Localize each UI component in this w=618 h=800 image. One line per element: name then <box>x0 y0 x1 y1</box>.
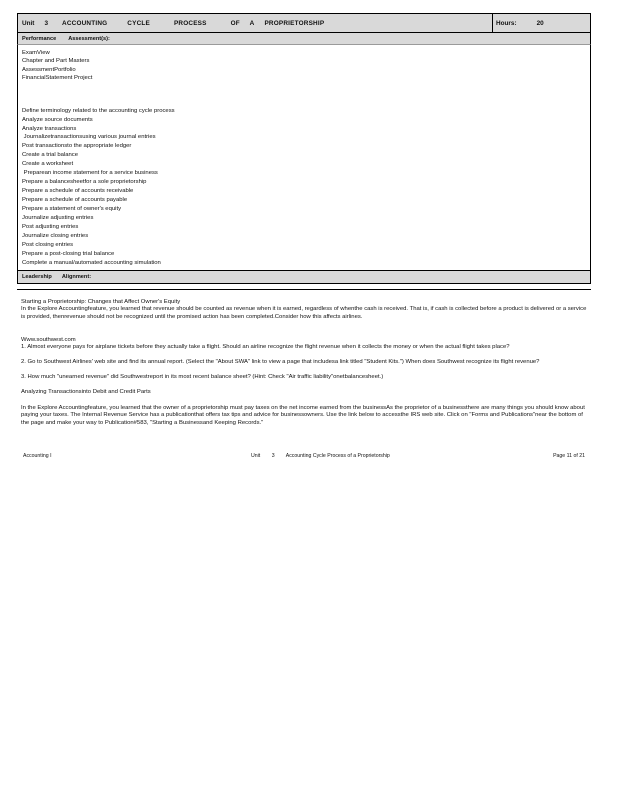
footer-page-number: Page 11 of 21 <box>553 453 585 459</box>
unit-title <box>62 20 342 27</box>
unit-title-word: PROPRIETORSHIP <box>264 19 325 27</box>
assessment-item: Chapter and Part Masters <box>22 58 90 65</box>
objective-item: Analyze source documents <box>22 116 93 123</box>
document-page <box>17 13 591 427</box>
unit-title-word: OF <box>230 19 240 27</box>
footer-course: Accounting I <box>23 453 52 459</box>
assessment-item: AssessmentPortfolio <box>22 66 76 73</box>
unit-title-word: PROCESS <box>173 19 207 27</box>
assessment-item: FinancialStatement Project <box>22 75 93 82</box>
leadership-content <box>17 289 591 428</box>
leadership-label: Leadership <box>22 273 52 280</box>
performance-label-row <box>17 33 591 45</box>
performance-label: Performance <box>22 35 57 42</box>
objective-item: Prepare a statement of owner's equity <box>22 206 122 213</box>
unit-title-cell <box>18 14 492 32</box>
assessments-label: Assessment(s): <box>68 35 110 42</box>
objective-item: Prepare a schedule of accounts receivable <box>22 188 134 195</box>
objective-item: Prepare a post-closing trial balance <box>22 250 115 257</box>
objective-item: Journalize closing entries <box>22 232 89 239</box>
footer-unit-label: Unit <box>251 453 261 459</box>
footer-unit-number: 3 <box>271 453 275 459</box>
objectives-list <box>22 107 586 268</box>
alignment-label: Alignment: <box>61 273 92 280</box>
footer-unit-title: Accounting Cycle Process of a Proprietorship <box>285 453 390 459</box>
question-item: 2. Go to Southwest Airlines' web site and find its annual report. (Select the "About SWA" link to view a page that includesa link titled "Student Kits.") When does Southwest recognize its flight revenue? <box>21 359 540 366</box>
objective-item: Create a trial balance <box>22 152 78 159</box>
unit-title-word: ACCOUNTING <box>62 19 108 27</box>
objective-item: Prepare a balancesheetfor a sole proprietorship <box>22 179 147 186</box>
section-title: Analyzing Transactionsinto Debit and Credit Parts <box>21 389 151 396</box>
unit-number: 3 <box>44 19 48 27</box>
section-title: Starting a Proprietorship: Changes that Affect Owner's Equity <box>21 298 181 305</box>
performance-section <box>17 45 591 270</box>
section-body: In the Explore Accountingfeature, you learned that the owner of a proprietorship must pay taxes on the net income earned from the businessAs the proprietor of a businessthere are many things you should know about paying your taxes. The Internal Revenue Service has a publicationthat offers tax tips and advice for businessowners. Use the link below to accessthe IRS web site. Click on "Forms and Publications"near the bottom of the page and make your way to Publication#583, "Starting a Businessand Keeping Records." <box>21 404 585 426</box>
objective-item: Preparean income statement for a service business <box>22 170 158 177</box>
objective-item: Create a worksheet <box>22 161 74 168</box>
objective-item: Define terminology related to the accounting cycle process <box>22 107 175 114</box>
section-body: In the Explore Accountingfeature, you learned that revenue should be counted as revenue when it is earned, regardless of whenthe cash is received. That is, if cash is collected before a product is delivered or a service is provided, thenrevenue should not be recognized until the promised action has been completed.Consider how this affects airlines. <box>21 306 587 320</box>
objective-item: Post transactionsto the appropriate ledger <box>22 143 132 150</box>
objective-item: Prepare a schedule of accounts payable <box>22 197 128 204</box>
assessment-item: ExamView <box>22 50 50 56</box>
unit-title-word: CYCLE <box>127 19 150 27</box>
unit-label: Unit <box>22 19 35 27</box>
footer-unit <box>251 453 465 459</box>
question-item: 3. How much "unearned revenue" did Southwestreport in its most recent balance sheet? (Hint: Check "Air traffic liability"onetbalancesheet.) <box>21 374 384 381</box>
hours-cell <box>492 14 590 32</box>
unit-header <box>17 13 591 33</box>
objective-item: Journalize adjusting entries <box>22 215 94 222</box>
unit-title-word: A <box>249 19 255 27</box>
hours-value: 20 <box>536 19 544 27</box>
objective-item: Post adjusting entries <box>22 224 79 231</box>
page-footer <box>17 453 585 459</box>
hours-label: Hours: <box>496 19 517 27</box>
leadership-label-row <box>17 270 591 284</box>
objective-item: Analyze transactions <box>22 125 77 132</box>
question-item: 1. Almost everyone pays for airplane tickets before they actually take a flight. Should an airline recognize the flight revenue when it collects the money or when the actual flight takes place? <box>21 344 510 351</box>
website-link[interactable]: Www.southwest.com <box>21 336 76 343</box>
objective-item: Post closing entries <box>22 241 74 248</box>
objective-item: Journalizetransactionsusing various journal entries <box>22 134 156 141</box>
objective-item: Complete a manual/automated accounting simulation <box>22 259 161 266</box>
